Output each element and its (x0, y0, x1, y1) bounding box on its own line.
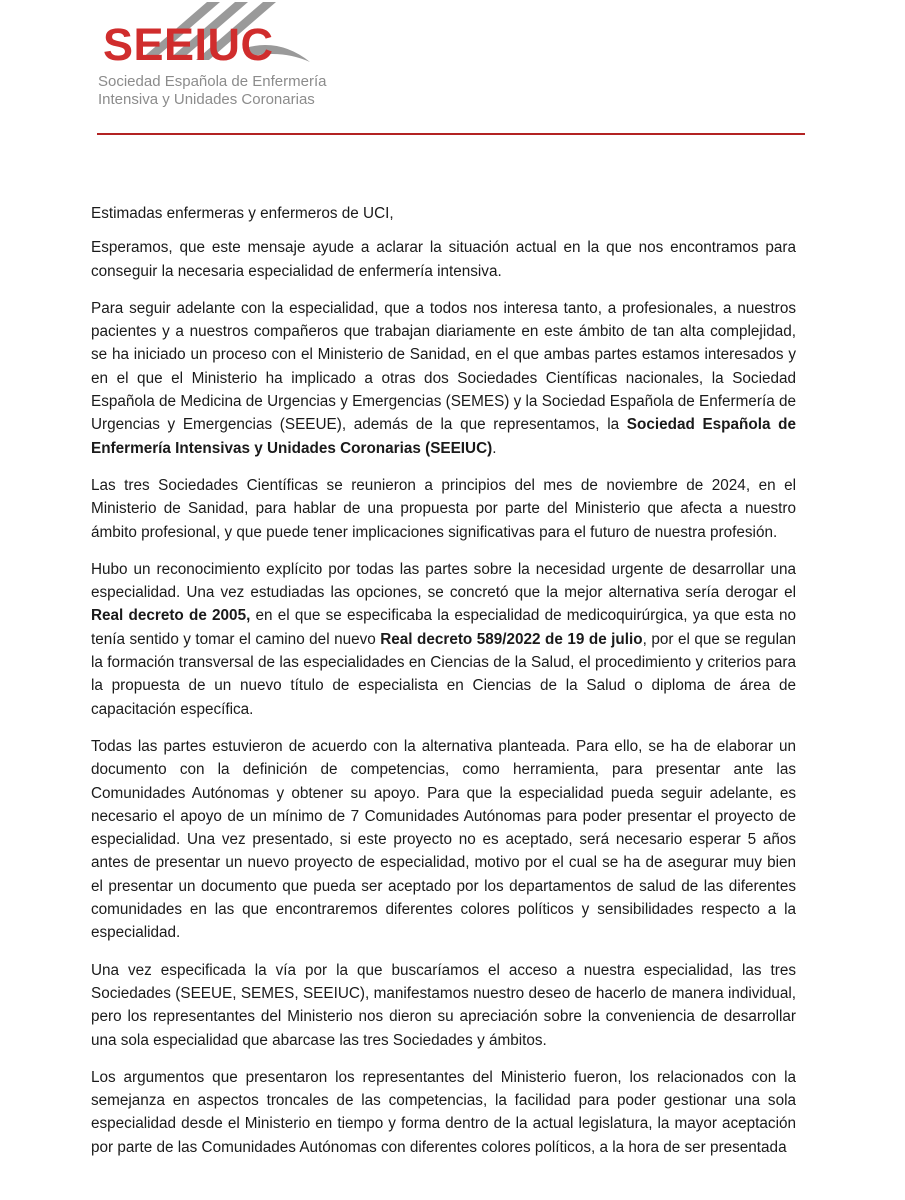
paragraph-2-bold-society: Sociedad Española de Enfermería Intensivas y Unidades Coronarias (SEEIUC) (91, 416, 796, 457)
paragraph-7: Los argumentos que presentaron los representantes del Ministerio fueron, los relacionados con la semejanza en aspectos troncales de las competencias, la facilidad para poder gestionar una sola especialidad desde el Ministerio en tiempo y forma dentro de la actual legislatura, la mayor aceptación por parte de las Comunidades Autónomas con diferentes colores políticos, a la hora de ser presentada (91, 1068, 796, 1156)
paragraph-6: Una vez especificada la vía por la que buscaríamos el acceso a nuestra especialidad, las tres Sociedades (SEEUE, SEMES, SEEIUC), manifestamos nuestro deseo de hacerlo de manera individual, pero los representantes del Ministerio nos dieron su apreciación sobre la conveniencia de desarrollar una sola especialidad que abarcase las tres Sociedades y ámbitos. (91, 961, 796, 1049)
header-divider (97, 133, 805, 135)
paragraph-4 (91, 558, 796, 721)
salutation: Estimadas enfermeras y enfermeros de UCI, (91, 205, 394, 222)
paragraph-4-text-c: en el que se especificaba la especialidad de medicoquirúrgica, ya que esta no tenía sentido y tomar el camino del nuevo (91, 607, 796, 648)
logo-subtitle-line2: Intensiva y Unidades Coronarias (98, 91, 315, 108)
paragraph-1: Esperamos, que este mensaje ayude a aclarar la situación actual en la que nos encontramos para conseguir la necesaria especialidad de enfermería intensiva. (91, 239, 796, 280)
paragraph-4-bold-decree-2005: Real decreto de 2005, (91, 607, 251, 625)
paragraph-4-bold-decree-589: Real decreto 589/2022 de 19 de julio (380, 630, 643, 648)
logo-wordmark: SEEIUC (103, 19, 274, 70)
paragraph-2 (91, 297, 796, 460)
paragraph-5: Todas las partes estuvieron de acuerdo con la alternativa planteada. Para ello, se ha de elaborar un documento con la definición de competencias, como herramienta, para presentar ante las Comunidades Autónomas y obtener su apoyo. Para que la especialidad pueda seguir adelante, es necesario el apoyo de un mínimo de 7 Comunidades Autónomas para poder presentar el proyecto de especialidad. Una vez presentado, si este proyecto no es aceptado, será necesario esperar 5 años antes de presentar un nuevo proyecto de especialidad, motivo por el cual se ha de asegurar muy bien el presentar un documento que pueda ser aceptado por los departamentos de salud de las diferentes comunidades en las que encontraremos diferentes colores políticos y sensibilidades respecto a la especialidad. (91, 737, 796, 942)
paragraph-2-text-a: Para seguir adelante con la especialidad, que a todos nos interesa tanto, a profesionales, a nuestros pacientes y a nuestros compañeros que trabajan diariamente en este ámbito de tan alta complejidad, se ha iniciado un proceso con el Ministerio de Sanidad, en el que ambas partes estamos interesados y en el que el Ministerio ha implicado a otras dos Sociedades Científicas nacionales, la Sociedad Española de Medicina de Urgencias y Emergencias (SEMES) y la Sociedad Española de Enfermería de Urgencias y Emergencias (SEEUE), además de la que representamos, la (91, 299, 796, 434)
paragraph-4-text-e: , por el que se regulan la formación transversal de las especialidades en Ciencias de la Salud, el procedimiento y criterios para la propuesta de un nuevo título de especialista en Ciencias de la Salud o diploma de área de capacitación específica. (91, 630, 796, 718)
paragraph-4-text-a: Hubo un reconocimiento explícito por todas las partes sobre la necesidad urgente de desarrollar una especialidad. Una vez estudiadas las opciones, se concretó que la mejor alternativa sería derogar el (91, 560, 796, 602)
paragraph-2-text-c: . (492, 439, 497, 457)
letter-body (91, 202, 796, 1173)
letterhead (0, 0, 905, 140)
paragraph-3: Las tres Sociedades Científicas se reunieron a principios del mes de noviembre de 2024, en el Ministerio de Sanidad, para hablar de una propuesta por parte del Ministerio que afecta a nuestro ámbito profesional, y que puede tener implicaciones significativas para el futuro de nuestra profesión. (91, 476, 796, 541)
logo-subtitle-line1: Sociedad Española de Enfermería (98, 73, 327, 90)
